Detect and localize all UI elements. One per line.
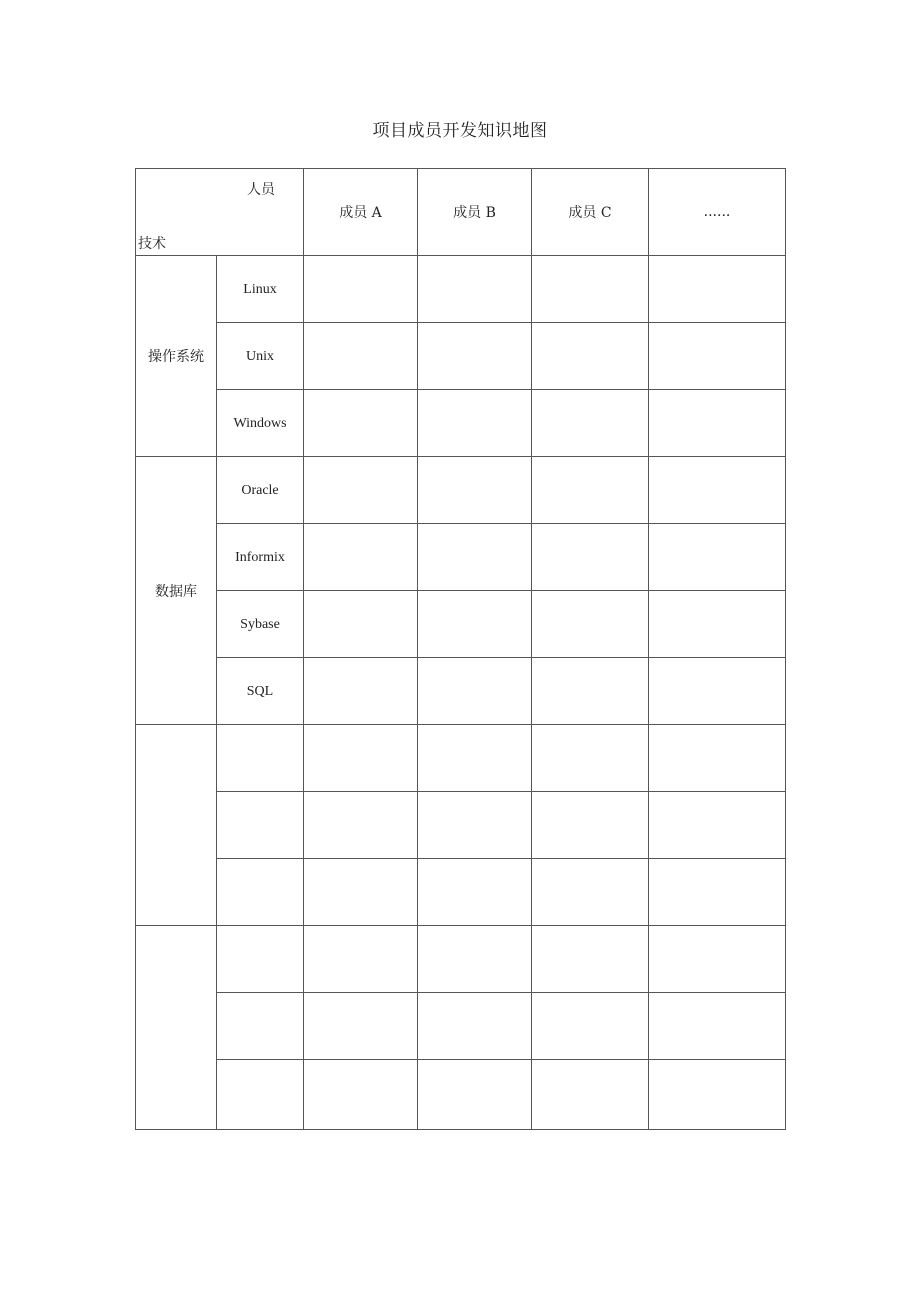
data-cell[interactable] [649,457,786,524]
data-cell[interactable] [418,390,532,457]
table-row [136,256,786,323]
data-cell[interactable] [304,457,418,524]
table-row [136,1060,786,1130]
data-cell[interactable] [304,390,418,457]
category-cell [136,457,217,725]
item-cell [217,524,304,591]
data-cell[interactable] [532,457,649,524]
data-cell[interactable] [418,1060,532,1130]
data-cell[interactable] [304,256,418,323]
item-cell [217,658,304,725]
data-cell[interactable] [418,658,532,725]
item-cell [217,390,304,457]
data-cell[interactable] [649,256,786,323]
item-cell [217,323,304,390]
item-cell [217,457,304,524]
data-cell[interactable] [649,658,786,725]
table-row [136,457,786,524]
item-label: Unix [246,348,274,364]
knowledge-map-table [135,168,786,1130]
table-row [136,792,786,859]
item-cell [217,926,304,993]
data-cell[interactable] [532,256,649,323]
data-cell[interactable] [304,323,418,390]
data-cell[interactable] [532,390,649,457]
category-cell [136,725,217,926]
data-cell[interactable] [649,591,786,658]
member-header-cell [418,169,532,256]
data-cell[interactable] [532,926,649,993]
category-cell [136,926,217,1130]
data-cell[interactable] [304,792,418,859]
category-label: 数据库 [155,583,197,600]
person-header-label: 人员 [247,182,275,198]
data-cell[interactable] [532,658,649,725]
data-cell[interactable] [532,524,649,591]
member-label: 成员 C [568,205,612,221]
data-cell[interactable] [304,725,418,792]
table-row [136,591,786,658]
data-cell[interactable] [649,926,786,993]
item-cell [217,859,304,926]
member-header-cell [532,169,649,256]
item-cell [217,1060,304,1130]
item-cell [217,792,304,859]
data-cell[interactable] [532,792,649,859]
data-cell[interactable] [532,725,649,792]
table-row [136,926,786,993]
item-label: Linux [243,281,277,297]
data-cell[interactable] [532,591,649,658]
data-cell[interactable] [649,1060,786,1130]
data-cell[interactable] [418,725,532,792]
data-cell[interactable] [532,859,649,926]
data-cell[interactable] [304,524,418,591]
item-cell [217,256,304,323]
data-cell[interactable] [304,859,418,926]
tech-header-label: 技术 [138,236,166,252]
data-cell[interactable] [649,725,786,792]
header-corner-cell [136,169,304,256]
member-label: ...... [703,204,731,220]
member-header-cell [649,169,786,256]
data-cell[interactable] [418,792,532,859]
member-label: 成员 A [339,205,382,221]
data-cell[interactable] [649,792,786,859]
table-row [136,658,786,725]
item-label: Sybase [240,616,280,632]
data-cell[interactable] [649,323,786,390]
data-cell[interactable] [304,1060,418,1130]
data-cell[interactable] [649,390,786,457]
data-cell[interactable] [304,993,418,1060]
category-label: 操作系统 [148,349,204,365]
table-row [136,993,786,1060]
data-cell[interactable] [649,993,786,1060]
item-cell [217,993,304,1060]
table-row [136,323,786,390]
data-cell[interactable] [418,926,532,993]
data-cell[interactable] [304,926,418,993]
data-cell[interactable] [304,591,418,658]
data-cell[interactable] [418,993,532,1060]
data-cell[interactable] [418,323,532,390]
table-row [136,524,786,591]
data-cell[interactable] [532,1060,649,1130]
table-row [136,390,786,457]
data-cell[interactable] [532,993,649,1060]
item-cell [217,725,304,792]
data-cell[interactable] [418,457,532,524]
table-row [136,859,786,926]
item-label: Oracle [241,482,279,498]
item-label: SQL [246,683,274,699]
header-row [136,169,786,256]
member-header-cell [304,169,418,256]
item-label: Informix [235,549,285,565]
data-cell[interactable] [532,323,649,390]
member-label: 成员 B [453,205,496,221]
data-cell[interactable] [649,524,786,591]
data-cell[interactable] [304,658,418,725]
data-cell[interactable] [418,859,532,926]
data-cell[interactable] [418,591,532,658]
table-row [136,725,786,792]
item-label: Windows [233,415,287,431]
data-cell[interactable] [418,524,532,591]
page-title: 项目成员开发知识地图 [372,121,548,141]
category-cell [136,256,217,457]
item-cell [217,591,304,658]
data-cell[interactable] [649,859,786,926]
data-cell[interactable] [418,256,532,323]
